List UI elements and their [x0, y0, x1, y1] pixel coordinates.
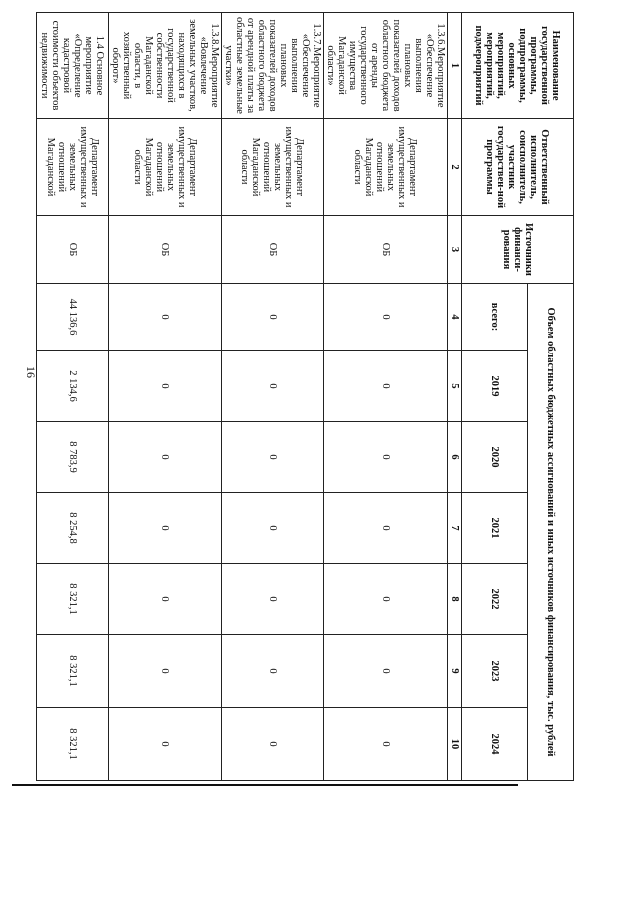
value-total: 44 136,6: [37, 284, 109, 351]
value-2019: 0: [324, 351, 448, 422]
funding-source: ОБ: [37, 216, 109, 284]
value-2021: 0: [222, 493, 324, 564]
index-cell: 3: [448, 216, 462, 284]
value-2022: 8 321,1: [37, 564, 109, 635]
value-2024: 0: [222, 708, 324, 781]
header-name: Наименование государственной программы, подпрограммы, основных мероприятий, мероприятий, подмероприятий: [462, 13, 574, 119]
measure-name: 1.3.8.Мероприятие «Вовлечение земельных участков, находящихся в государственной собственности Магаданской области, в хозяйственный оборот»: [109, 13, 222, 119]
table-row: [109, 13, 222, 781]
value-2023: 8 321,1: [37, 635, 109, 708]
page-number: 16: [24, 366, 38, 378]
header-year-2020: 2020: [462, 422, 528, 493]
value-2024: 0: [109, 708, 222, 781]
executor: Департамент имущественных и земельных отношений Магаданской: [37, 119, 109, 216]
value-2023: 0: [324, 635, 448, 708]
value-2020: 0: [109, 422, 222, 493]
value-2024: 0: [324, 708, 448, 781]
value-total: 0: [222, 284, 324, 351]
index-cell: 1: [448, 13, 462, 119]
rotated-table-container: [39, 12, 574, 780]
value-2024: 8 321,1: [37, 708, 109, 781]
table-row: [37, 13, 109, 781]
value-2023: 0: [109, 635, 222, 708]
executor: Департамент имущественных и земельных отношений Магаданской области: [109, 119, 222, 216]
value-2022: 0: [324, 564, 448, 635]
executor: Департамент имущественных и земельных отношений Магаданской области: [324, 119, 448, 216]
header-year-2019: 2019: [462, 351, 528, 422]
funding-source: ОБ: [109, 216, 222, 284]
index-cell: 4: [448, 284, 462, 351]
executor: Департамент имущественных и земельных отношений Магаданской области: [222, 119, 324, 216]
header-year-2021: 2021: [462, 493, 528, 564]
value-total: 0: [324, 284, 448, 351]
header-year-2024: 2024: [462, 708, 528, 781]
value-2021: 8 254,8: [37, 493, 109, 564]
measure-name: 1.3.6.Мероприятие «Обеспечение выполнения плановых показателей доходов областного бюджета от аренды государственного имущества Магаданской области»: [324, 13, 448, 119]
index-row: [448, 13, 462, 781]
value-2020: 8 783,9: [37, 422, 109, 493]
table-row: [324, 13, 448, 781]
header-year-2022: 2022: [462, 564, 528, 635]
header-year-2023: 2023: [462, 635, 528, 708]
value-2022: 0: [222, 564, 324, 635]
budget-table: [36, 12, 574, 781]
table-row: [222, 13, 324, 781]
header-total: всего:: [462, 284, 528, 351]
index-cell: 5: [448, 351, 462, 422]
index-cell: 6: [448, 422, 462, 493]
index-cell: 10: [448, 708, 462, 781]
value-2020: 0: [222, 422, 324, 493]
index-cell: 2: [448, 119, 462, 216]
funding-source: ОБ: [222, 216, 324, 284]
index-cell: 9: [448, 635, 462, 708]
value-2021: 0: [109, 493, 222, 564]
value-2021: 0: [324, 493, 448, 564]
horizontal-rule: [12, 784, 518, 786]
index-cell: 7: [448, 493, 462, 564]
header-executor: Ответственный исполнитель, соисполнитель, участник государствен-ной программы: [462, 119, 574, 216]
index-cell: 8: [448, 564, 462, 635]
funding-source: ОБ: [324, 216, 448, 284]
value-2022: 0: [109, 564, 222, 635]
measure-name: 1.3.7.Мероприятие «Обеспечение выполнения плановых показателей доходов областного бюджета от арендной платы за областные земельные участки»: [222, 13, 324, 119]
header-funding-group: Объем областных бюджетных ассигнований и иных источников финансирования, тыс. рублей: [528, 284, 574, 781]
value-total: 0: [109, 284, 222, 351]
header-source: Источники финанси-рования: [462, 216, 574, 284]
measure-name: 1.4 Основное мероприятие «Определение кадастровой стоимости объектов недвижимости: [37, 13, 109, 119]
value-2019: 0: [222, 351, 324, 422]
value-2023: 0: [222, 635, 324, 708]
value-2020: 0: [324, 422, 448, 493]
value-2019: 2 134,6: [37, 351, 109, 422]
value-2019: 0: [109, 351, 222, 422]
